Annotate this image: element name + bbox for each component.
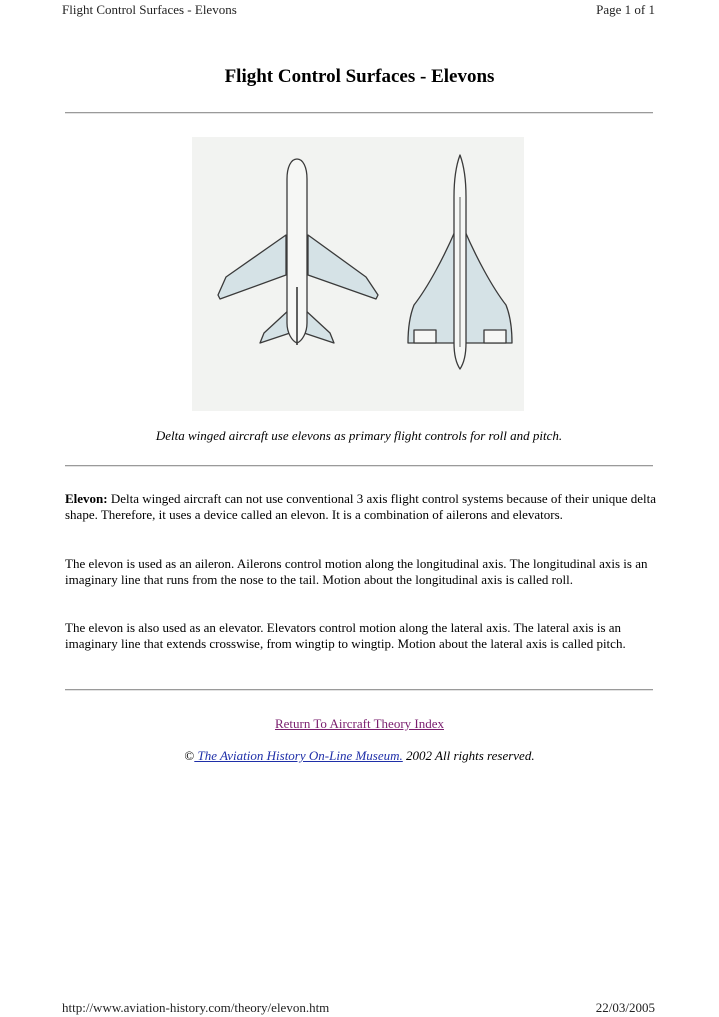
divider (65, 465, 653, 467)
museum-link[interactable]: The Aviation History On-Line Museum. (194, 748, 403, 763)
left-elevon (414, 330, 436, 343)
copyright-symbol: © (184, 748, 195, 763)
right-elevon (484, 330, 506, 343)
aircraft-figure (192, 137, 524, 411)
divider (65, 112, 653, 114)
print-header-title: Flight Control Surfaces - Elevons (62, 2, 237, 17)
paragraph-elevon-definition (65, 491, 657, 523)
print-header-page-number: Page 1 of 1 (596, 2, 655, 17)
conventional-aircraft (218, 159, 378, 345)
return-to-index-link[interactable]: Return To Aircraft Theory Index (274, 716, 444, 731)
conventional-right-tailplane (304, 309, 334, 343)
print-footer-url: http://www.aviation-history.com/theory/elevon.htm (62, 1000, 330, 1015)
conventional-right-wing (308, 235, 378, 299)
divider (65, 689, 653, 691)
page-title: Flight Control Surfaces - Elevons (224, 66, 495, 87)
paragraph-elevator-pitch: The elevon is also used as an elevator. Elevators control motion along the lateral axis. The lateral axis is an imaginary line that extends crosswise, from wingtip to wingtip. Motion about the lateral axis is called pitch. (65, 620, 626, 651)
conventional-left-tailplane (260, 309, 290, 343)
paragraph-aileron-roll: The elevon is used as an aileron. Ailerons control motion along the longitudinal axis. The longitudinal axis is an imaginary line that runs from the nose to the tail. Motion about the longitudinal axis is called roll. (65, 556, 648, 587)
print-footer-date: 22/03/2005 (595, 1000, 655, 1015)
paragraph-lead-term: Elevon: (65, 491, 108, 506)
paragraph-text: Delta winged aircraft can not use conventional 3 axis flight control systems because of their unique delta shape. Therefore, it uses a device called an elevon. It is a combination of ailerons and elevators. (65, 491, 656, 522)
delta-left-wing (408, 229, 456, 343)
copyright-line (0, 748, 719, 764)
delta-aircraft (408, 155, 512, 369)
return-link-row (0, 716, 719, 732)
conventional-left-wing (218, 235, 286, 299)
delta-right-wing (464, 229, 512, 343)
aircraft-illustration (192, 137, 524, 411)
figure-caption: Delta winged aircraft use elevons as primary flight controls for roll and pitch. (155, 428, 563, 443)
copyright-text: 2002 All rights reserved. (402, 748, 535, 763)
